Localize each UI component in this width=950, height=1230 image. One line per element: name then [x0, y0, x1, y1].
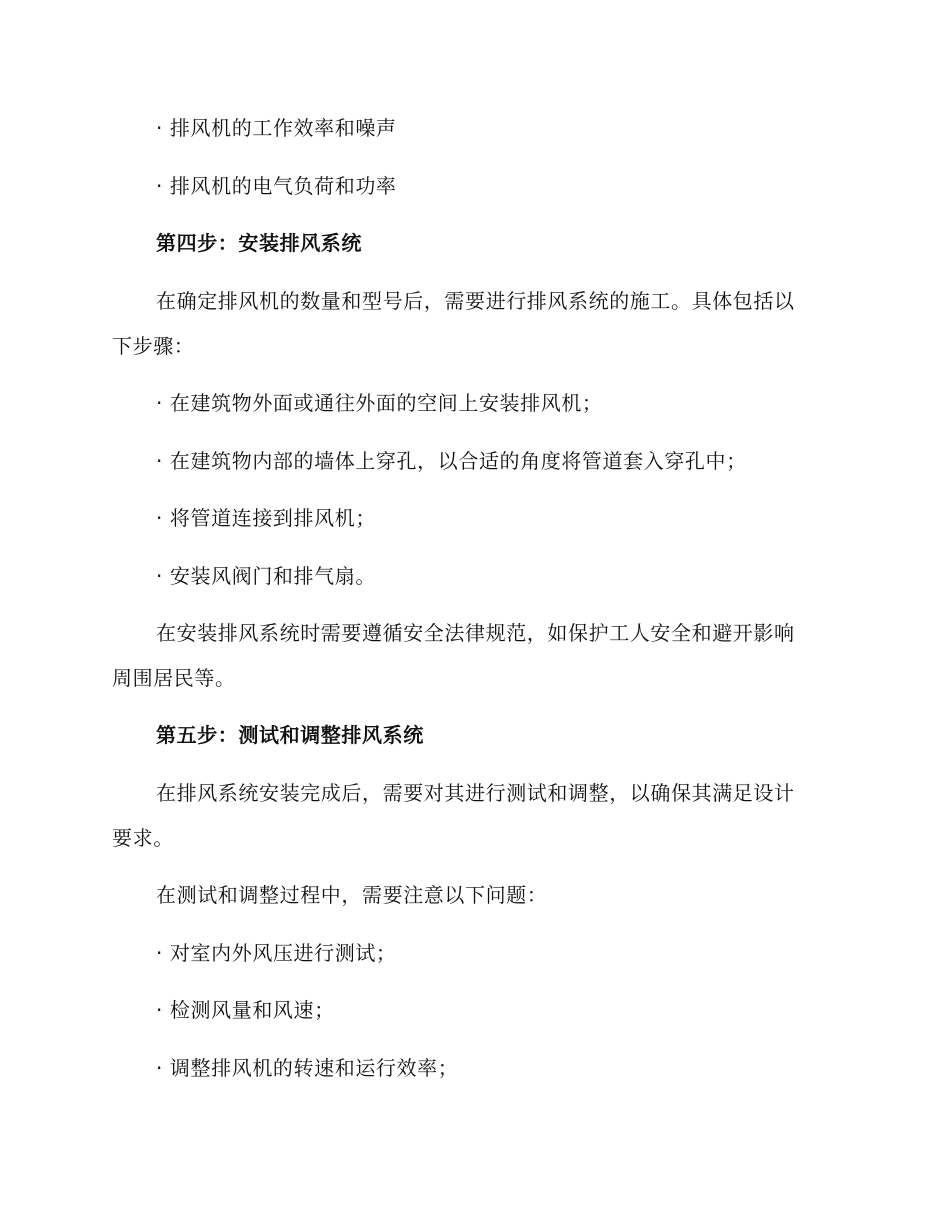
bullet-item: · 排风机的电气负荷和功率: [156, 174, 397, 198]
bullet-item: · 安装风阀门和排气扇。: [156, 564, 376, 588]
bullet-item: · 将管道连接到排风机；: [156, 506, 376, 530]
paragraph-line: 下步骤：: [112, 334, 195, 358]
bullet-item: · 在建筑物内部的墙体上穿孔，以合适的角度将管道套入穿孔中；: [156, 449, 747, 473]
bullet-item: · 调整排风机的转速和运行效率；: [156, 1056, 459, 1080]
paragraph-line: 在排风系统安装完成后，需要对其进行测试和调整，以确保其满足设计: [156, 781, 795, 805]
paragraph-line: 在测试和调整过程中，需要注意以下问题：: [156, 883, 548, 907]
bullet-item: · 排风机的工作效率和噪声: [156, 116, 397, 140]
section-heading-step5: 第五步：测试和调整排风系统: [156, 723, 424, 747]
paragraph-line: 周围居民等。: [112, 666, 236, 690]
paragraph-line: 在确定排风机的数量和型号后，需要进行排风系统的施工。具体包括以: [156, 289, 795, 313]
paragraph-line: 在安装排风系统时需要遵循安全法律规范，如保护工人安全和避开影响: [156, 621, 795, 645]
section-heading-step4: 第四步：安装排风系统: [156, 231, 362, 255]
bullet-item: · 在建筑物外面或通往外面的空间上安装排风机；: [156, 391, 603, 415]
bullet-item: · 检测风量和风速；: [156, 998, 335, 1022]
bullet-item: · 对室内外风压进行测试；: [156, 941, 397, 965]
paragraph-line: 要求。: [112, 826, 174, 850]
